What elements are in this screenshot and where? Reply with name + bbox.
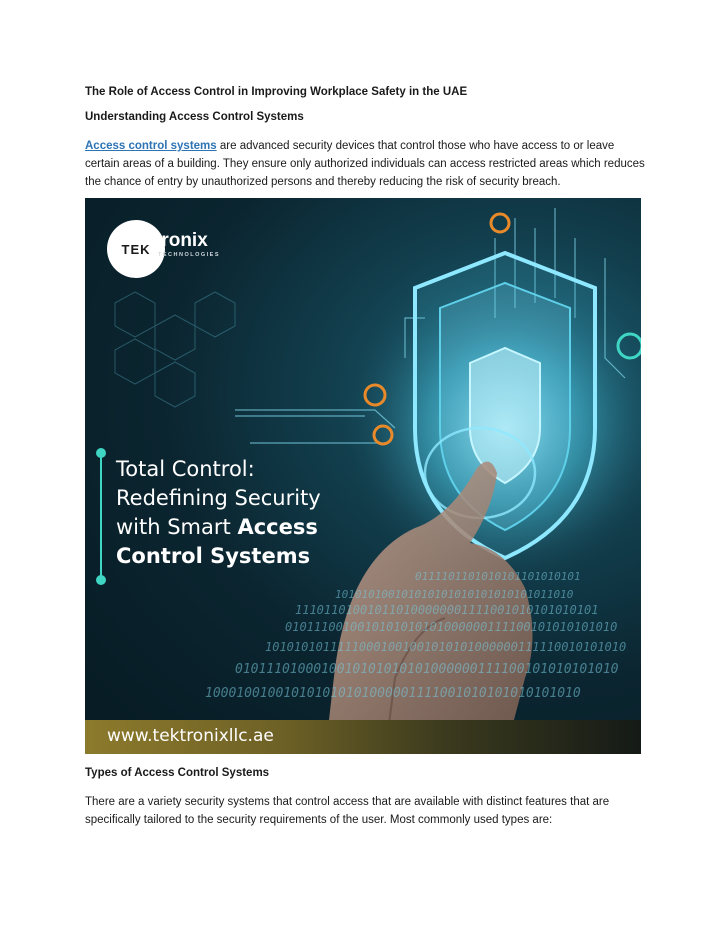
hexagon-pattern — [115, 292, 235, 407]
section-heading-types: Types of Access Control Systems — [85, 767, 270, 779]
orange-ring-icon — [491, 214, 509, 232]
headline-bold: Access — [237, 515, 318, 539]
binary-row: 10101010111110001001001010101000000111110010101010 — [265, 640, 627, 654]
website-url: www.tektronixllc.ae — [107, 726, 274, 746]
binary-row: 111011010010110100000001111001010101010101 — [295, 603, 599, 617]
section-paragraph-understanding — [85, 137, 645, 191]
accent-dot — [96, 448, 106, 458]
company-logo: TEK — [107, 220, 165, 278]
section-heading-understanding: Understanding Access Control Systems — [85, 111, 304, 123]
section-paragraph-types: There are a variety security systems that control access that are available with distinct features that are specifically tailored to the security requirements of the user. Most commonly used types are: — [85, 796, 610, 826]
binary-row: 0101110010010101010101000000111100101010101010 — [285, 620, 618, 634]
headline-line: Redefining Security — [116, 486, 321, 510]
banner-headline — [116, 455, 356, 571]
access-control-link[interactable]: Access control systems — [85, 140, 217, 152]
brand-subtitle: TECHNOLOGIES — [158, 252, 221, 258]
binary-row: 0101110100010010101010101000000111100101010101010 — [235, 662, 619, 677]
paragraph-text: are advanced security devices that control those who have access to or leave certain areas of a building. They ensure only authorized individuals can access restricted areas which reduces the chance of entry by unauthorized persons and thereby reducing the risk of security breach. — [85, 140, 645, 188]
headline-line: Control Systems — [116, 544, 311, 568]
headline-line — [116, 513, 356, 542]
binary-row: 100010010010101010101000001111001010101010101010 — [205, 686, 581, 701]
headline-line: Total Control: — [116, 457, 255, 481]
binary-row: 101010100101010101010101010101011010 — [335, 588, 574, 601]
accent-dot — [96, 575, 106, 585]
binary-row: 0111101101010101101010101 — [415, 570, 581, 583]
headline-regular: with Smart — [116, 515, 238, 539]
article-title: The Role of Access Control in Improving Workplace Safety in the UAE — [85, 86, 468, 98]
brand-name: tronix — [155, 230, 208, 251]
banner-image — [85, 198, 641, 754]
